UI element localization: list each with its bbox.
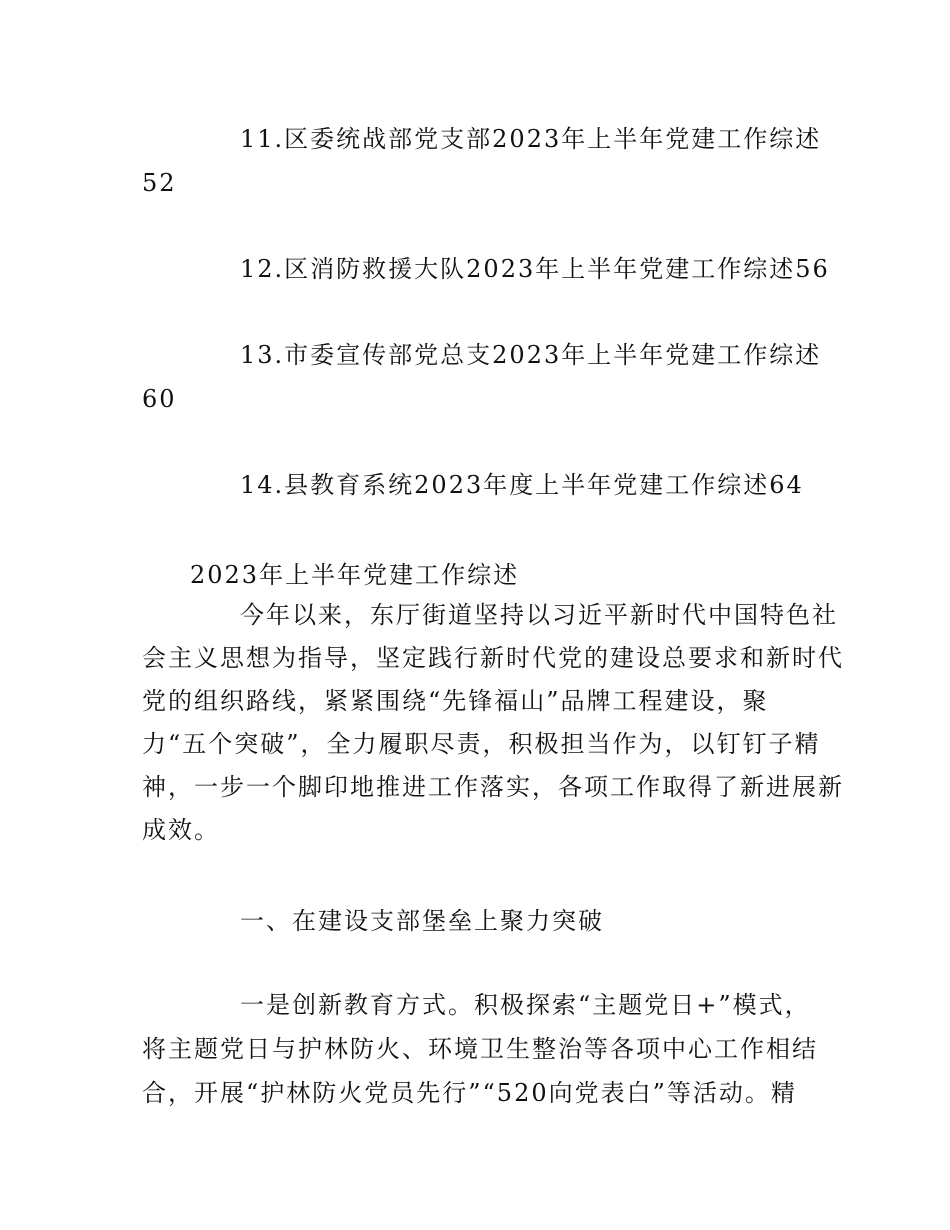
toc-entry-13: 13.市委宣传部党总支2023年上半年党建工作综述 [240, 341, 822, 369]
section-line-1: 一是创新教育方式。积极探索“主题党日+”模式， [240, 991, 811, 1019]
article-title: 2023年上半年党建工作综述 [190, 561, 520, 589]
section-line-3: 合，开展“护林防火党员先行”“520向党表白”等活动。精 [142, 1079, 797, 1107]
section-line-2: 将主题党日与护林防火、环境卫生整治等各项中心工作相结 [142, 1035, 818, 1063]
toc-entry-14: 14.县教育系统2023年度上半年党建工作综述64 [240, 471, 804, 499]
toc-entry-13-page: 60 [142, 385, 177, 413]
toc-entry-11: 11.区委统战部党支部2023年上半年党建工作综述 [240, 125, 822, 153]
intro-line-2: 会主义思想为指导，坚定践行新时代党的建设总要求和新时代 [142, 644, 844, 672]
section-heading: 一、在建设支部堡垒上聚力突破 [240, 907, 604, 935]
intro-line-6: 成效。 [142, 816, 220, 844]
intro-line-5: 神，一步一个脚印地推进工作落实，各项工作取得了新进展新 [142, 773, 844, 801]
toc-entry-12: 12.区消防救援大队2023年上半年党建工作综述56 [240, 255, 830, 283]
intro-line-1: 今年以来，东厅街道坚持以习近平新时代中国特色社 [240, 601, 838, 629]
toc-entry-11-page: 52 [142, 169, 177, 197]
intro-line-4: 力“五个突破”，全力履职尽责，积极担当作为，以钉钉子精 [142, 730, 821, 758]
intro-line-3: 党的组织路线，紧紧围绕“先锋福山”品牌工程建设，聚 [142, 687, 769, 715]
